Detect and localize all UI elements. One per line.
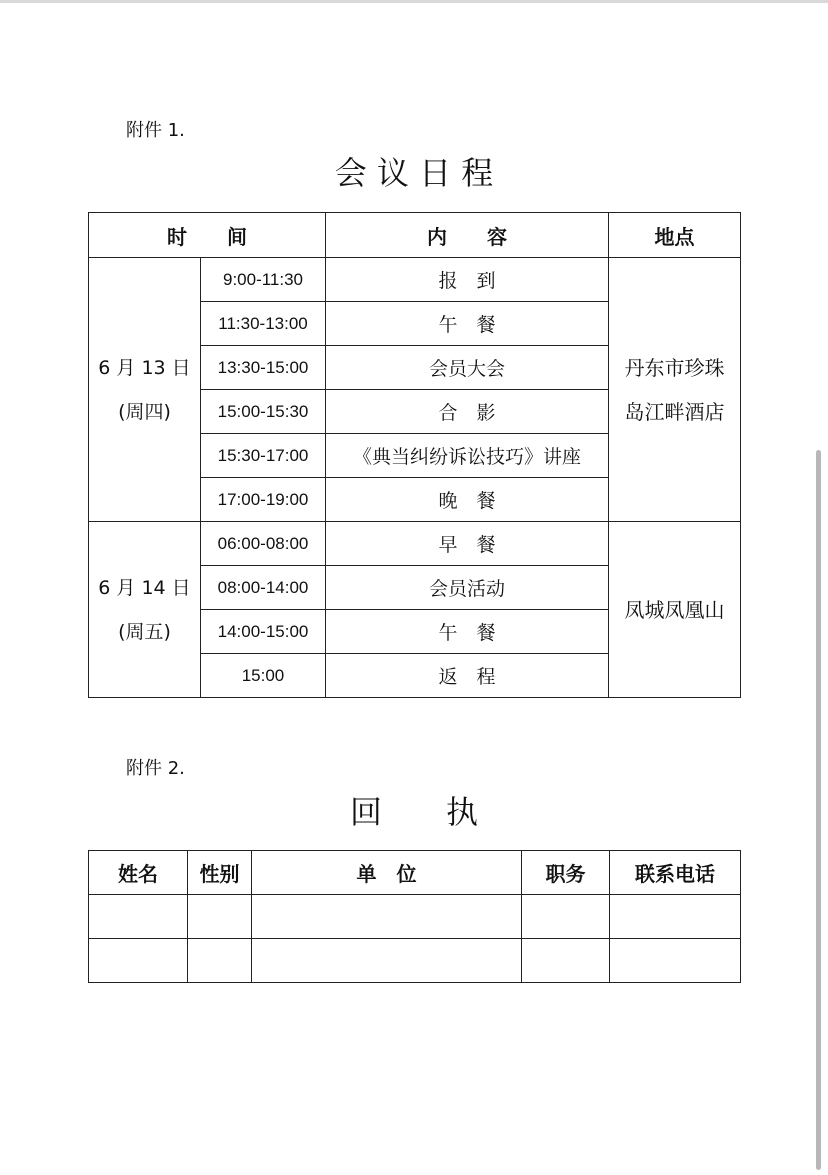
session-time: 17:00-19:00 [201,478,326,522]
header-content: 内 容 [326,213,609,258]
day1-weekday: (周四) [118,400,171,423]
attachment2-label: 附件 2. [126,758,185,779]
session-time: 15:00-15:30 [201,390,326,434]
day1-location-line: 岛江畔酒店 [624,399,725,424]
session-content: 合 影 [326,390,609,434]
day2-location-line: 凤城凤凰山 [624,597,725,622]
gender-cell[interactable] [188,939,252,983]
day2-location [609,522,741,698]
session-content: 《典当纠纷诉讼技巧》讲座 [326,434,609,478]
attachment1-label: 附件 1. [126,120,185,141]
day2-date: 6 月 14 日 [98,576,191,599]
receipt-table [88,850,741,983]
session-time: 9:00-11:30 [201,258,326,302]
header-time: 时 间 [89,213,326,258]
phone-cell[interactable] [610,939,741,983]
day2-date-cell [89,522,201,698]
session-content: 会员活动 [326,566,609,610]
header-phone: 联系电话 [610,851,741,895]
day1-date: 6 月 13 日 [98,356,191,379]
day1-location-line: 丹东市珍珠 [624,355,725,380]
session-time: 13:30-15:00 [201,346,326,390]
session-time: 15:30-17:00 [201,434,326,478]
name-cell[interactable] [89,939,188,983]
receipt-header-row [89,851,741,895]
day1-date-cell [89,258,201,522]
table-row [89,939,741,983]
schedule-header-row [89,213,741,258]
session-content: 报 到 [326,258,609,302]
table-row [89,895,741,939]
header-place: 地点 [609,213,741,258]
gender-cell[interactable] [188,895,252,939]
schedule-table [88,212,741,698]
position-cell[interactable] [522,895,610,939]
header-name: 姓名 [89,851,188,895]
session-content: 午 餐 [326,302,609,346]
session-content: 返 程 [326,654,609,698]
phone-cell[interactable] [610,895,741,939]
header-gender: 性别 [188,851,252,895]
session-content: 午 餐 [326,610,609,654]
schedule-title: 会 议 日 程 [334,154,494,192]
top-border [0,0,828,3]
name-cell[interactable] [89,895,188,939]
session-content: 早 餐 [326,522,609,566]
receipt-title: 回 执 [349,793,478,831]
session-content: 会员大会 [326,346,609,390]
organization-cell[interactable] [252,895,522,939]
table-row [89,258,741,302]
day2-weekday: (周五) [118,620,171,643]
session-time: 08:00-14:00 [201,566,326,610]
session-time: 15:00 [201,654,326,698]
day1-location [609,258,741,522]
session-time: 14:00-15:00 [201,610,326,654]
header-position: 职务 [522,851,610,895]
session-time: 06:00-08:00 [201,522,326,566]
header-organization: 单 位 [252,851,522,895]
session-time: 11:30-13:00 [201,302,326,346]
organization-cell[interactable] [252,939,522,983]
session-content: 晚 餐 [326,478,609,522]
position-cell[interactable] [522,939,610,983]
table-row [89,522,741,566]
